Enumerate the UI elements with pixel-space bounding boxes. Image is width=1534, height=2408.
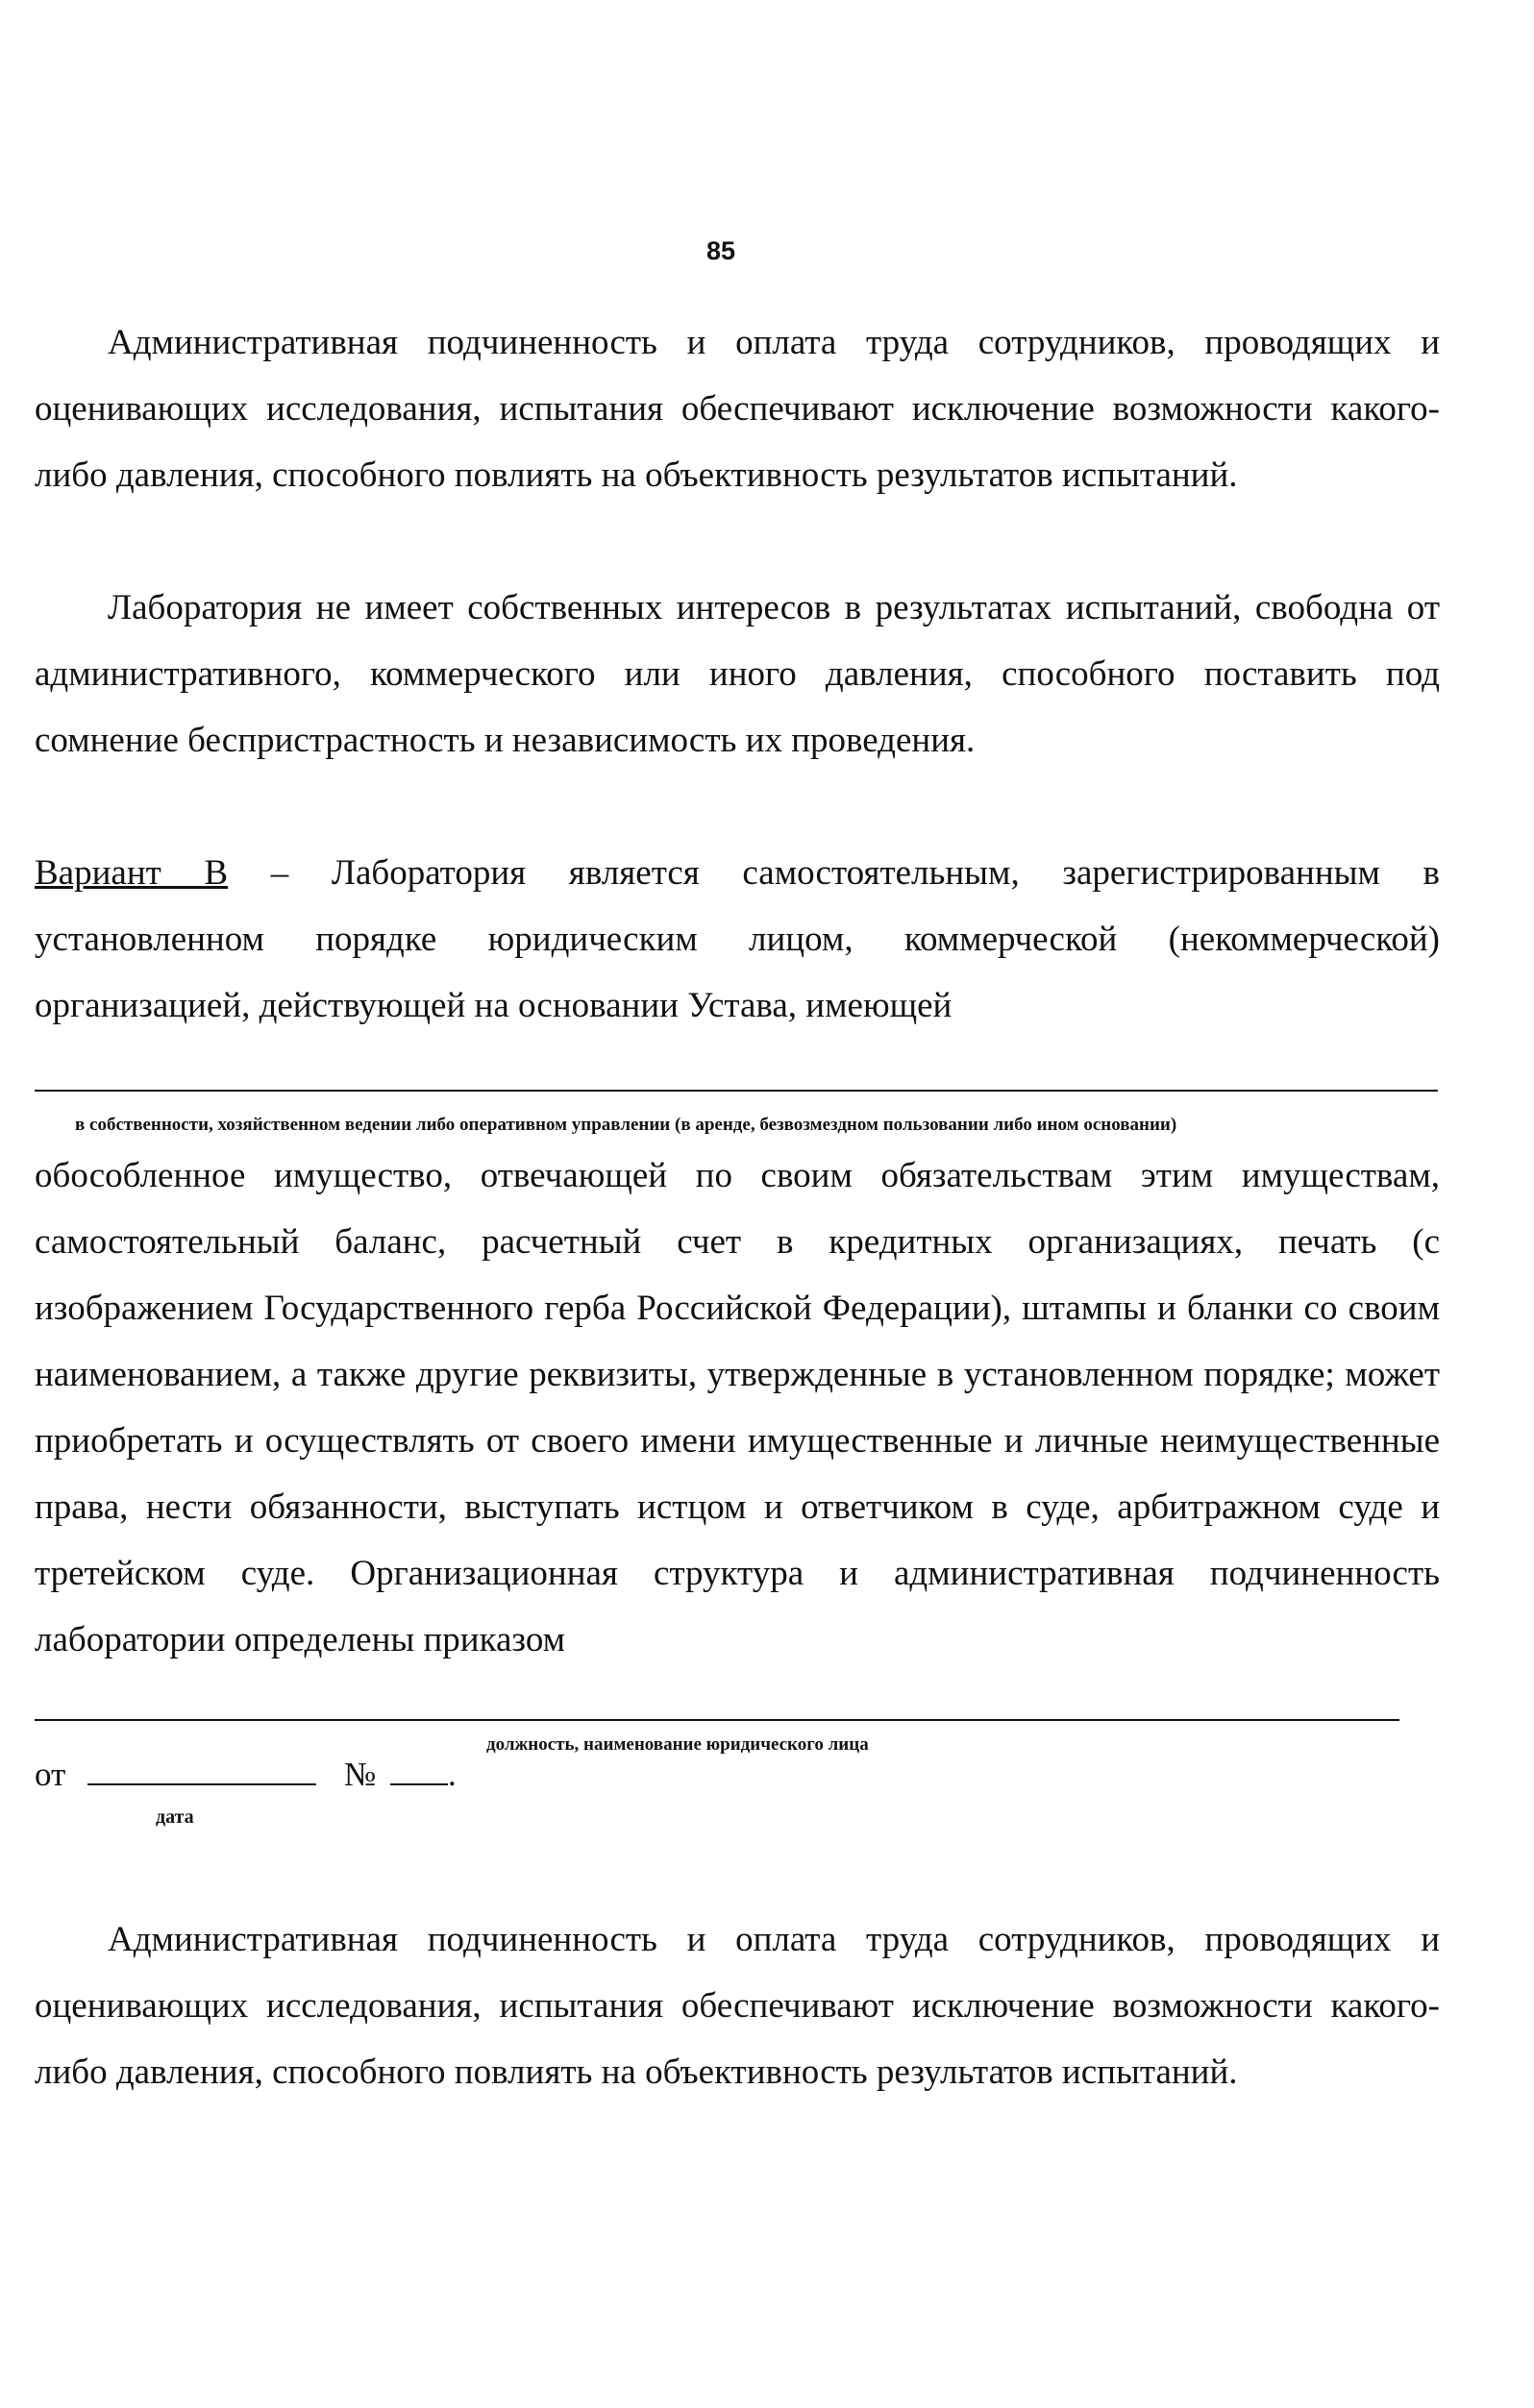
- from-label: от: [35, 1756, 66, 1793]
- variant-dash: –: [228, 853, 332, 893]
- number-field: [390, 1755, 448, 1785]
- order-caption: должность, наименование юридического лица: [486, 1734, 869, 1755]
- paragraph-independence: Лаборатория не имеет собственных интересов в результатах испытаний, свободна от административного, коммерческого или иного давления, способного поставить под сомнение беспристрастность и независимость их проведения.: [35, 588, 1440, 760]
- order-fill-line: [35, 1719, 1399, 1721]
- property-fill-line: [35, 1090, 1438, 1092]
- paragraph-subordination-repeat: Административная подчиненность и оплата труда сотрудников, проводящих и оценивающих исследования, испытания обеспечивают исключение возможности какого-либо давления, способного повлиять на объективность результатов испытаний.: [35, 1920, 1440, 2092]
- order-date-row: [35, 1755, 457, 1794]
- property-caption: в собственности, хозяйственном ведении либо оперативном управлении (в аренде, безвозмездном пользовании либо ином основании): [75, 1115, 1177, 1135]
- variant-text: Лаборатория является самостоятельным, зарегистрированным в установленном порядке юридическим лицом, коммерческой (некоммерческой) организацией, действующей на основании Устава, имеющей: [35, 853, 1440, 1025]
- date-caption: дата: [156, 1806, 194, 1828]
- number-label: №: [343, 1756, 377, 1793]
- paragraph-variant-b: [35, 840, 1440, 1039]
- paragraph-legal-entity: обособленное имущество, отвечающей по своим обязательствам этим имуществам, самостоятельный баланс, расчетный счет в кредитных организациях, печать (с изображением Государственного герба Российской Федерации), штампы и бланки со своим наименованием, а также другие реквизиты, утвержденные в установленном порядке; может приобретать и осуществлять от своего имени имущественные и личные неимущественные права, нести обязанности, выступать истцом и ответчиком в суде, арбитражном суде и третейском суде. Организационная структура и административная подчиненность лаборатории определены приказом: [35, 1156, 1440, 1659]
- page-number: 85: [705, 236, 736, 265]
- paragraph-subordination: Административная подчиненность и оплата труда сотрудников, проводящих и оценивающих исследования, испытания обеспечивают исключение возможности какого-либо давления, способного повлиять на объективность результатов испытаний.: [35, 323, 1440, 495]
- date-field: [87, 1755, 316, 1785]
- variant-label: Вариант В: [35, 853, 229, 893]
- end-mark: .: [448, 1756, 457, 1793]
